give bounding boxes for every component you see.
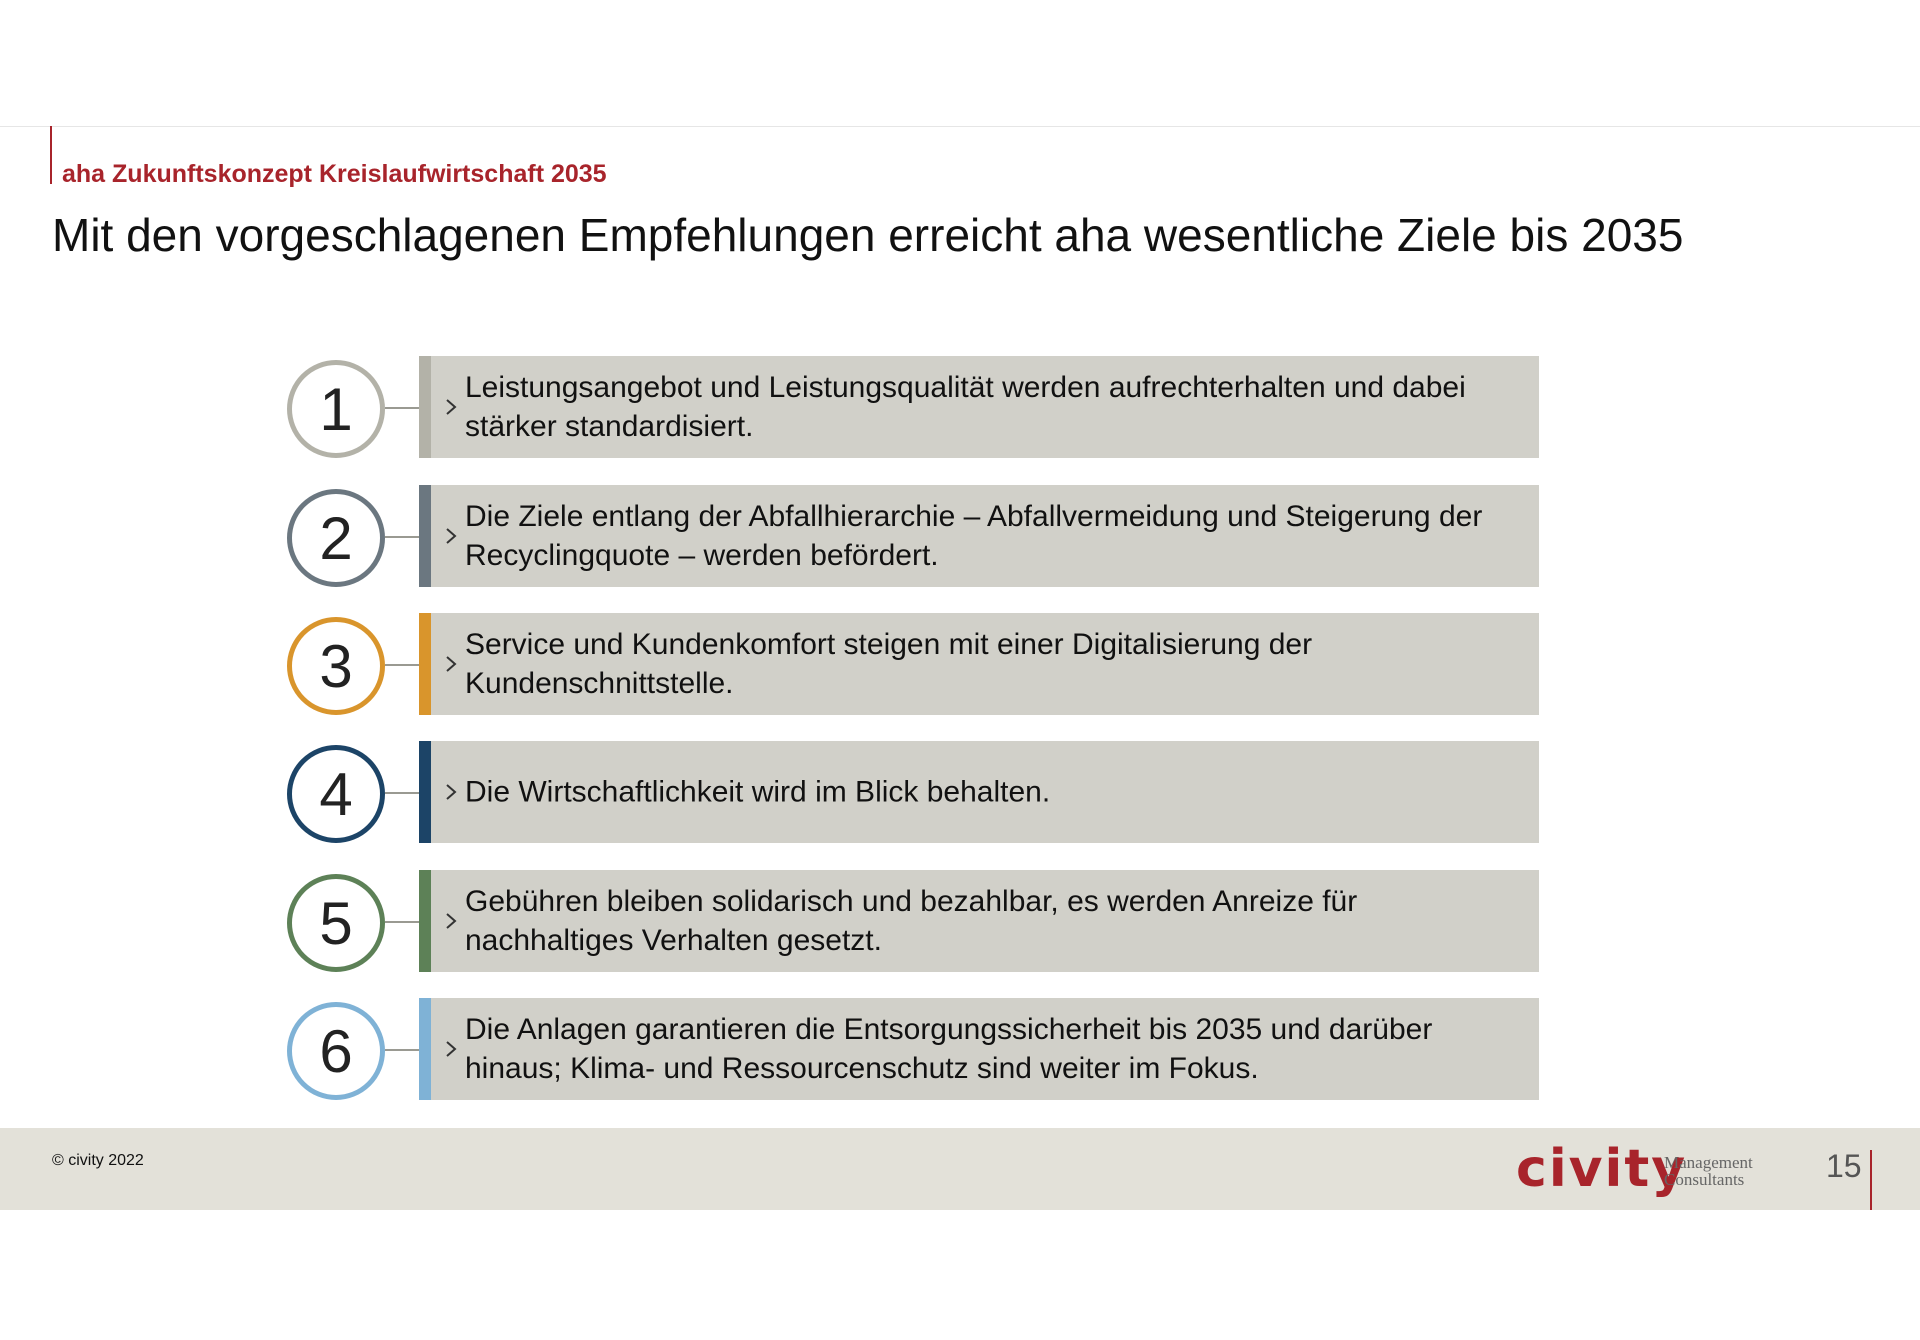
goal-number-circle: 5 (287, 874, 385, 972)
footer (0, 1128, 1920, 1210)
goal-number-circle: 3 (287, 617, 385, 715)
goal-item-2 (0, 485, 1920, 589)
logo-subtitle (1664, 1154, 1753, 1188)
goal-panel (419, 613, 1539, 715)
goal-text: Die Ziele entlang der Abfallhierarchie – Abfallvermeidung und Steigerung der Recyclingquote – werden befördert. (465, 500, 1483, 572)
goal-text: Service und Kundenkomfort steigen mit einer Digitalisierung der Kundenschnittstelle. (465, 628, 1313, 700)
chevron-right-icon (441, 782, 461, 802)
page-title: Mit den vorgeschlagenen Empfehlungen erreicht aha wesentliche Ziele bis 2035 (52, 209, 1684, 261)
chevron-right-icon (441, 397, 461, 417)
goal-connector (385, 536, 419, 538)
copyright: © civity 2022 (52, 1152, 144, 1169)
header-divider (0, 126, 1920, 127)
page-number-accent-bar (1870, 1150, 1872, 1210)
goal-item-6 (0, 998, 1920, 1102)
goal-text: Die Anlagen garantieren die Entsorgungssicherheit bis 2035 und darüber hinaus; Klima- und Ressourcenschutz sind weiter im Fokus. (465, 1013, 1433, 1085)
logo-subtitle-line-2: Consultants (1664, 1170, 1745, 1189)
goal-number-circle: 1 (287, 360, 385, 458)
goal-color-bar (419, 741, 431, 843)
goal-color-bar (419, 485, 431, 587)
goal-color-bar (419, 613, 431, 715)
goal-text: Die Wirtschaftlichkeit wird im Blick behalten. (465, 775, 1051, 809)
goal-color-bar (419, 998, 431, 1100)
goal-number-circle: 4 (287, 745, 385, 843)
goal-panel (419, 741, 1539, 843)
goal-item-4 (0, 741, 1920, 845)
goal-number-circle: 6 (287, 1002, 385, 1100)
goal-connector (385, 792, 419, 794)
goal-text: Gebühren bleiben solidarisch und bezahlbar, es werden Anreize für nachhaltiges Verhalten gesetzt. (465, 885, 1358, 957)
goal-connector (385, 664, 419, 666)
logo-subtitle-line-1: Management (1664, 1153, 1753, 1172)
chevron-right-icon (441, 911, 461, 931)
header-accent-bar (50, 126, 52, 184)
goal-connector (385, 407, 419, 409)
section-label: aha Zukunftskonzept Kreislaufwirtschaft 2035 (62, 160, 607, 188)
chevron-right-icon (441, 654, 461, 674)
page-number: 15 (1826, 1148, 1862, 1184)
goal-color-bar (419, 870, 431, 972)
goal-connector (385, 1049, 419, 1051)
goal-panel (419, 356, 1539, 458)
goal-panel (419, 998, 1539, 1100)
goal-panel (419, 485, 1539, 587)
goal-connector (385, 921, 419, 923)
goal-number-circle: 2 (287, 489, 385, 587)
goal-color-bar (419, 356, 431, 458)
logo-wordmark: civity (1516, 1139, 1688, 1199)
goal-panel (419, 870, 1539, 972)
goal-item-3 (0, 613, 1920, 717)
goal-text: Leistungsangebot und Leistungsqualität werden aufrechterhalten und dabei stärker standardisiert. (465, 371, 1466, 443)
chevron-right-icon (441, 526, 461, 546)
goal-item-1 (0, 356, 1920, 460)
chevron-right-icon (441, 1039, 461, 1059)
goal-item-5 (0, 870, 1920, 974)
